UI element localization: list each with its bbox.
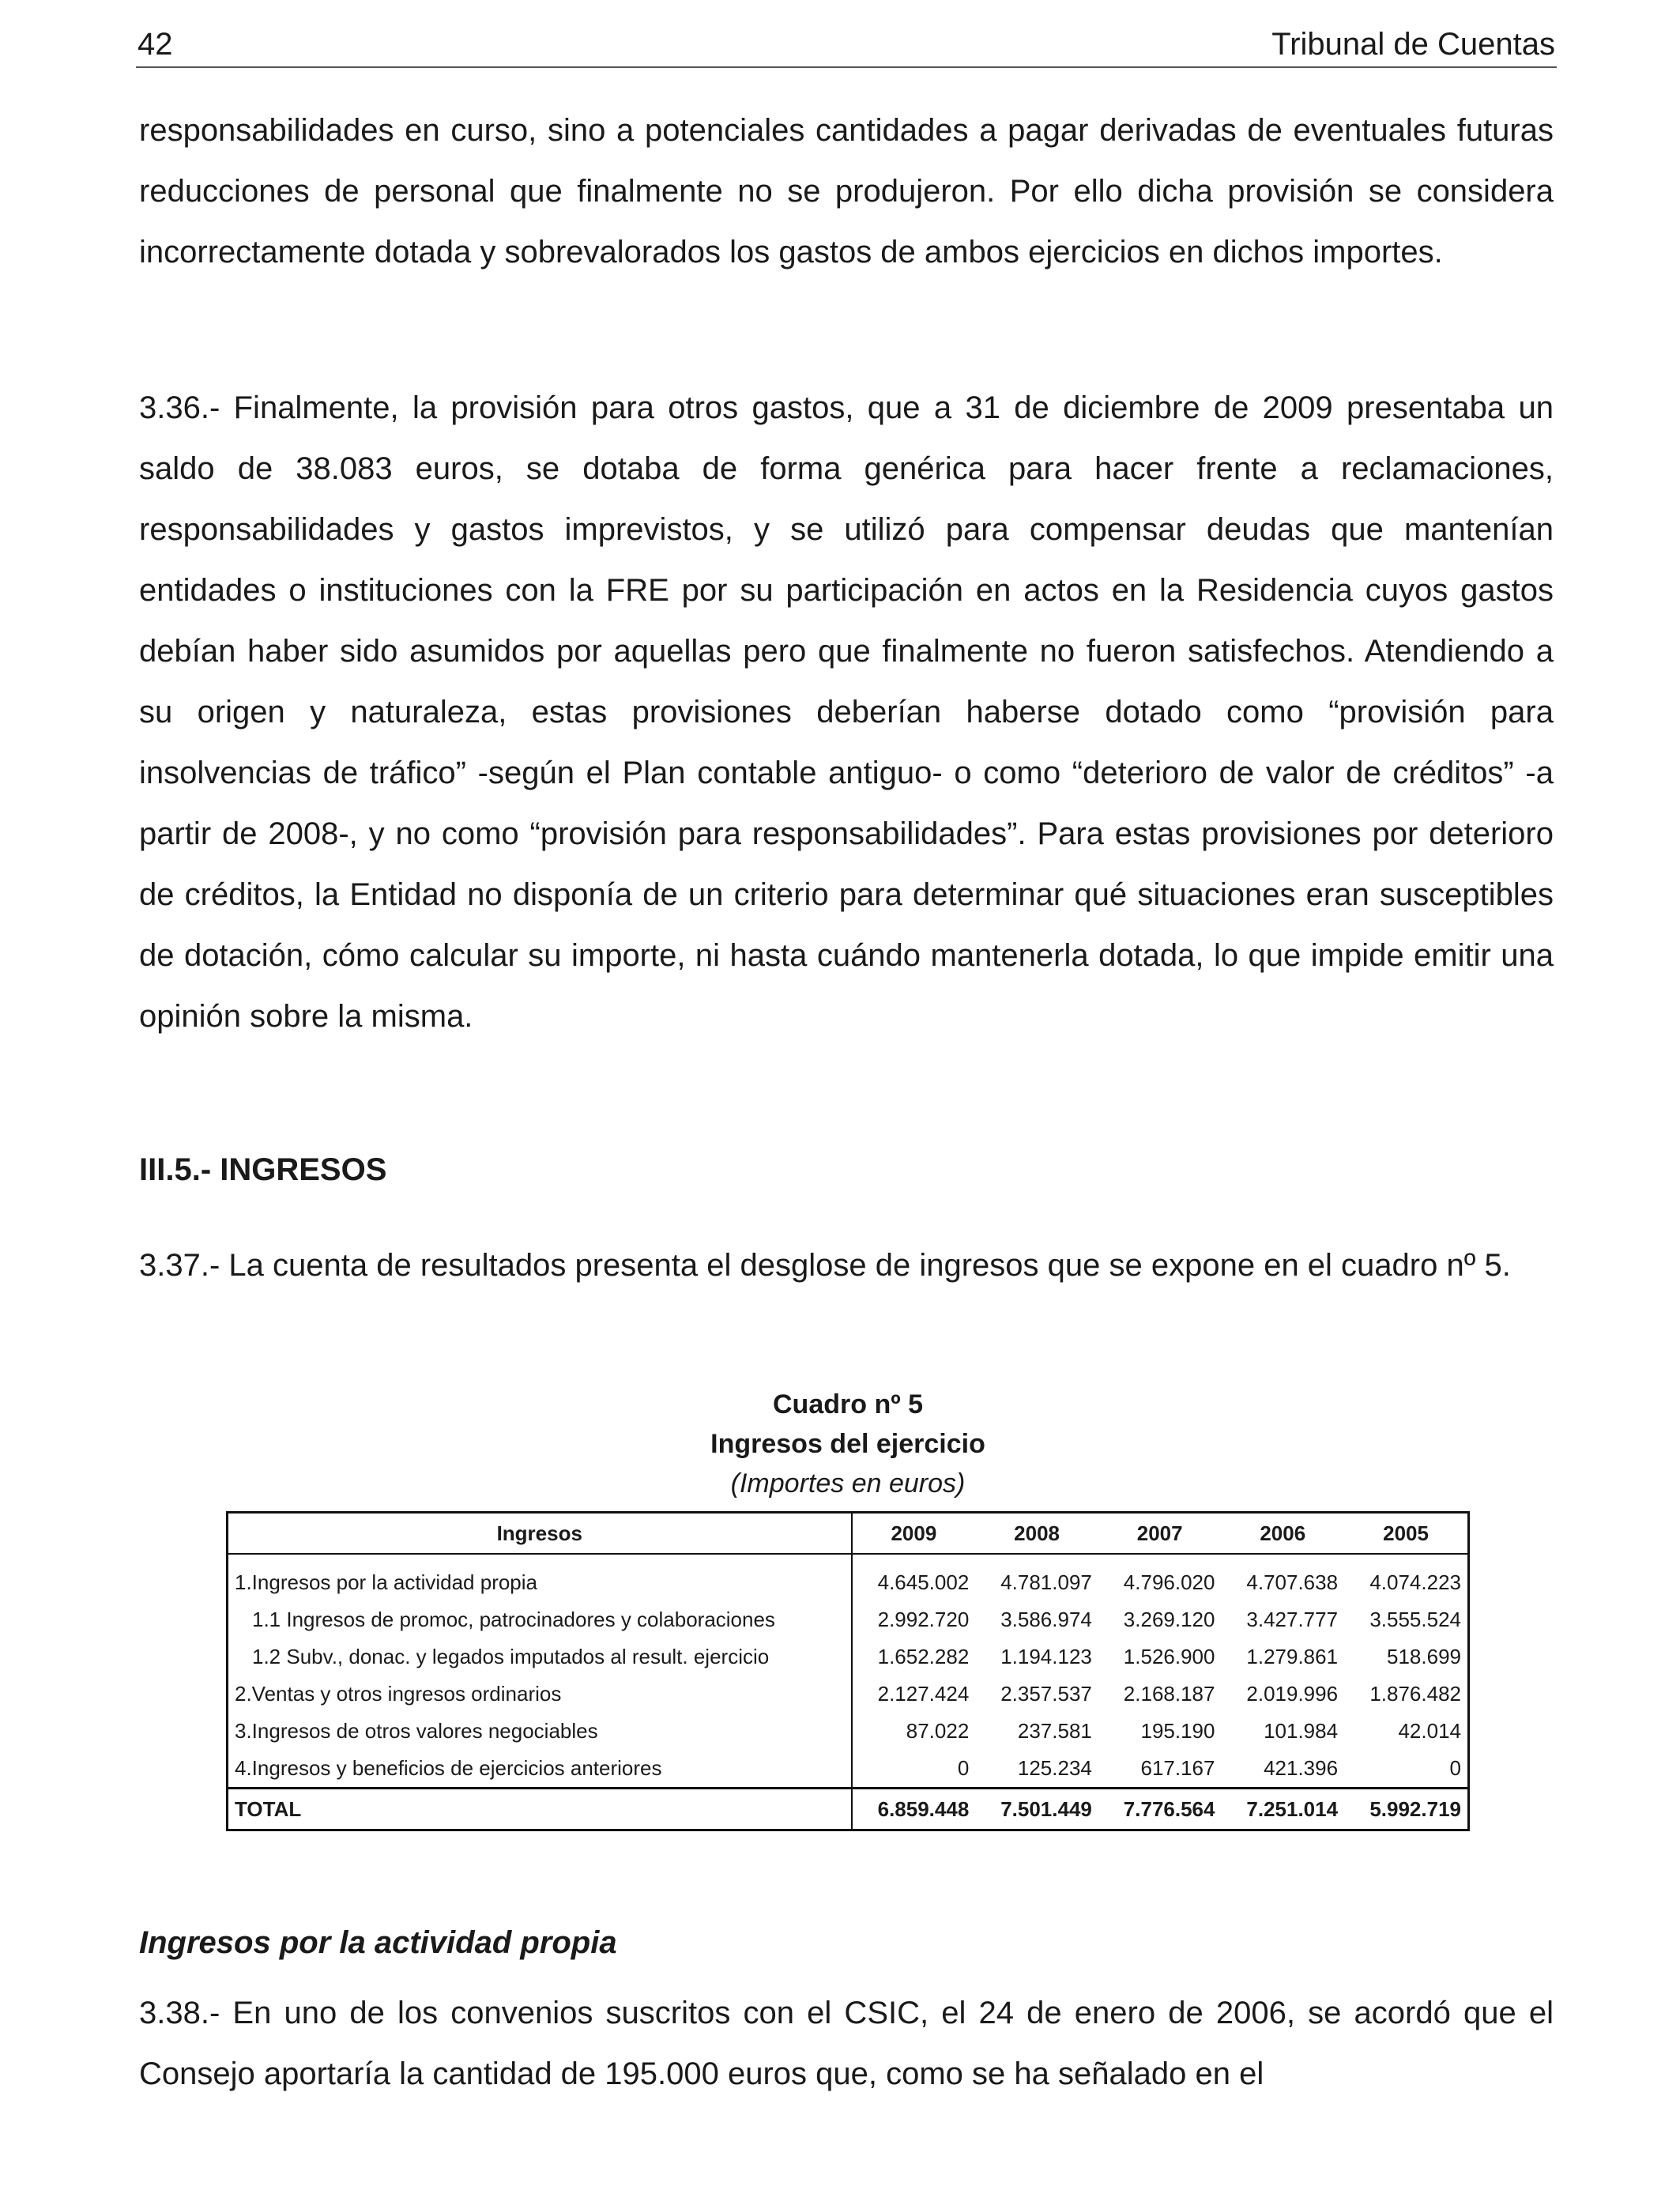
table-caption bbox=[226, 1385, 1470, 1503]
header-cell-ingresos: Ingresos bbox=[228, 1513, 852, 1555]
cell-value: 4.074.223 bbox=[1369, 1570, 1461, 1594]
page-header bbox=[136, 22, 1557, 68]
row-label: 3.Ingresos de otros valores negociables bbox=[228, 1713, 852, 1750]
cell-value: 125.234 bbox=[1017, 1756, 1092, 1780]
cell-value: 0 bbox=[957, 1756, 970, 1780]
total-value: 5.992.719 bbox=[1344, 1789, 1468, 1830]
paragraph-continuation: responsabilidades en curso, sino a potenciales cantidades a pagar derivadas de eventuales futuras reducciones de personal que finalmente no se produjeron. Por ello dicha provisión se considera incorrectamente dotada y sobrevalorados los gastos de ambos ejercicios en dichos importes. bbox=[139, 113, 1554, 270]
cell-value: 2.357.537 bbox=[1000, 1682, 1092, 1706]
cell-value: 1.526.900 bbox=[1123, 1645, 1215, 1668]
total-label: TOTAL bbox=[228, 1789, 852, 1830]
table-row bbox=[228, 1601, 1469, 1638]
paragraph-3-38: 3.38.- En uno de los convenios suscritos con el CSIC, el 24 de enero de 2006, se acordó que el Consejo aportaría la cantidad de 195.000 euros que, como se ha señalado en el bbox=[139, 1996, 1554, 2091]
cell-value: 421.396 bbox=[1264, 1756, 1339, 1780]
cell-value: 1.279.861 bbox=[1246, 1645, 1339, 1668]
table-row bbox=[228, 1564, 1469, 1601]
cell-value: 4.781.097 bbox=[1000, 1570, 1092, 1594]
total-value: 7.251.014 bbox=[1221, 1789, 1344, 1830]
section-heading: III.5.- INGRESOS bbox=[139, 1152, 387, 1187]
cell-value: 1.652.282 bbox=[877, 1645, 970, 1668]
total-value: 6.859.448 bbox=[852, 1789, 976, 1830]
cell-value: 3.269.120 bbox=[1123, 1608, 1215, 1631]
cell-value: 4.707.638 bbox=[1246, 1570, 1339, 1594]
cell-value: 0 bbox=[1449, 1756, 1461, 1780]
cell-value: 4.645.002 bbox=[877, 1570, 970, 1594]
row-label: 2.Ventas y otros ingresos ordinarios bbox=[228, 1676, 852, 1713]
cell-value: 617.167 bbox=[1140, 1756, 1215, 1780]
row-label: 4.Ingresos y beneficios de ejercicios anteriores bbox=[228, 1750, 852, 1789]
running-title: Tribunal de Cuentas bbox=[1271, 27, 1555, 62]
cell-value: 518.699 bbox=[1387, 1645, 1461, 1668]
page-number: 42 bbox=[137, 27, 173, 62]
table-title: Cuadro nº 5 bbox=[773, 1389, 923, 1419]
cell-value: 101.984 bbox=[1264, 1719, 1339, 1743]
cell-value: 1.194.123 bbox=[1000, 1645, 1092, 1668]
table-subtitle: Ingresos del ejercicio bbox=[710, 1429, 985, 1459]
cell-value: 3.586.974 bbox=[1000, 1608, 1092, 1631]
paragraph-3-37: 3.37.- La cuenta de resultados presenta el desglose de ingresos que se expone en el cuadro nº 5. bbox=[139, 1248, 1511, 1283]
header-cell-2008: 2008 bbox=[975, 1513, 1098, 1555]
cell-value: 237.581 bbox=[1017, 1719, 1092, 1743]
subsection-heading: Ingresos por la actividad propia bbox=[139, 1925, 617, 1960]
table-row bbox=[228, 1638, 1469, 1676]
total-value: 7.776.564 bbox=[1098, 1789, 1222, 1830]
table-total-row bbox=[228, 1789, 1469, 1830]
cell-value: 1.876.482 bbox=[1369, 1682, 1461, 1706]
cell-value: 2.019.996 bbox=[1246, 1682, 1339, 1706]
paragraph-3-36: 3.36.- Finalmente, la provisión para otros gastos, que a 31 de diciembre de 2009 presentaba un saldo de 38.083 euros, se dotaba de forma genérica para hacer frente a reclamaciones, responsabilidades y gastos imprevistos, y se utilizó para compensar deudas que mantenían entidades o instituciones con la FRE por su participación en actos en la Residencia cuyos gastos debían haber sido asumidos por aquellas pero que finalmente no fueron satisfechos. Atendiendo a su origen y naturaleza, estas provisiones deberían haberse dotado como “provisión para insolvencias de tráfico” -según el Plan contable antiguo- o como “deterioro de valor de créditos” -a partir de 2008-, y no como “provisión para responsabilidades”. Para estas provisiones por deterioro de créditos, la Entidad no disponía de un criterio para determinar qué situaciones eran susceptibles de dotación, cómo calcular su importe, ni hasta cuándo mantenerla dotada, lo que impide emitir una opinión sobre la misma. bbox=[139, 390, 1554, 1034]
table-units: (Importes en euros) bbox=[730, 1468, 966, 1498]
table-row bbox=[228, 1676, 1469, 1713]
cell-value: 2.127.424 bbox=[877, 1682, 970, 1706]
header-cell-2007: 2007 bbox=[1098, 1513, 1222, 1555]
table-header-row bbox=[228, 1513, 1469, 1555]
cell-value: 3.555.524 bbox=[1369, 1608, 1461, 1631]
cell-value: 4.796.020 bbox=[1123, 1570, 1215, 1594]
cell-value: 42.014 bbox=[1398, 1719, 1461, 1743]
row-label: 1.2 Subv., donac. y legados imputados al result. ejercicio bbox=[228, 1638, 852, 1676]
cell-value: 3.427.777 bbox=[1246, 1608, 1339, 1631]
table-row bbox=[228, 1750, 1469, 1789]
row-label: 1.1 Ingresos de promoc, patrocinadores y colaboraciones bbox=[228, 1601, 852, 1638]
table-row bbox=[228, 1713, 1469, 1750]
cell-value: 87.022 bbox=[906, 1719, 970, 1743]
row-label: 1.Ingresos por la actividad propia bbox=[228, 1564, 852, 1601]
cell-value: 2.168.187 bbox=[1123, 1682, 1215, 1706]
header-cell-2005: 2005 bbox=[1344, 1513, 1468, 1555]
income-table bbox=[226, 1511, 1470, 1831]
total-value: 7.501.449 bbox=[975, 1789, 1098, 1830]
header-cell-2006: 2006 bbox=[1221, 1513, 1344, 1555]
cell-value: 195.190 bbox=[1140, 1719, 1215, 1743]
cell-value: 2.992.720 bbox=[877, 1608, 970, 1631]
header-cell-2009: 2009 bbox=[852, 1513, 976, 1555]
